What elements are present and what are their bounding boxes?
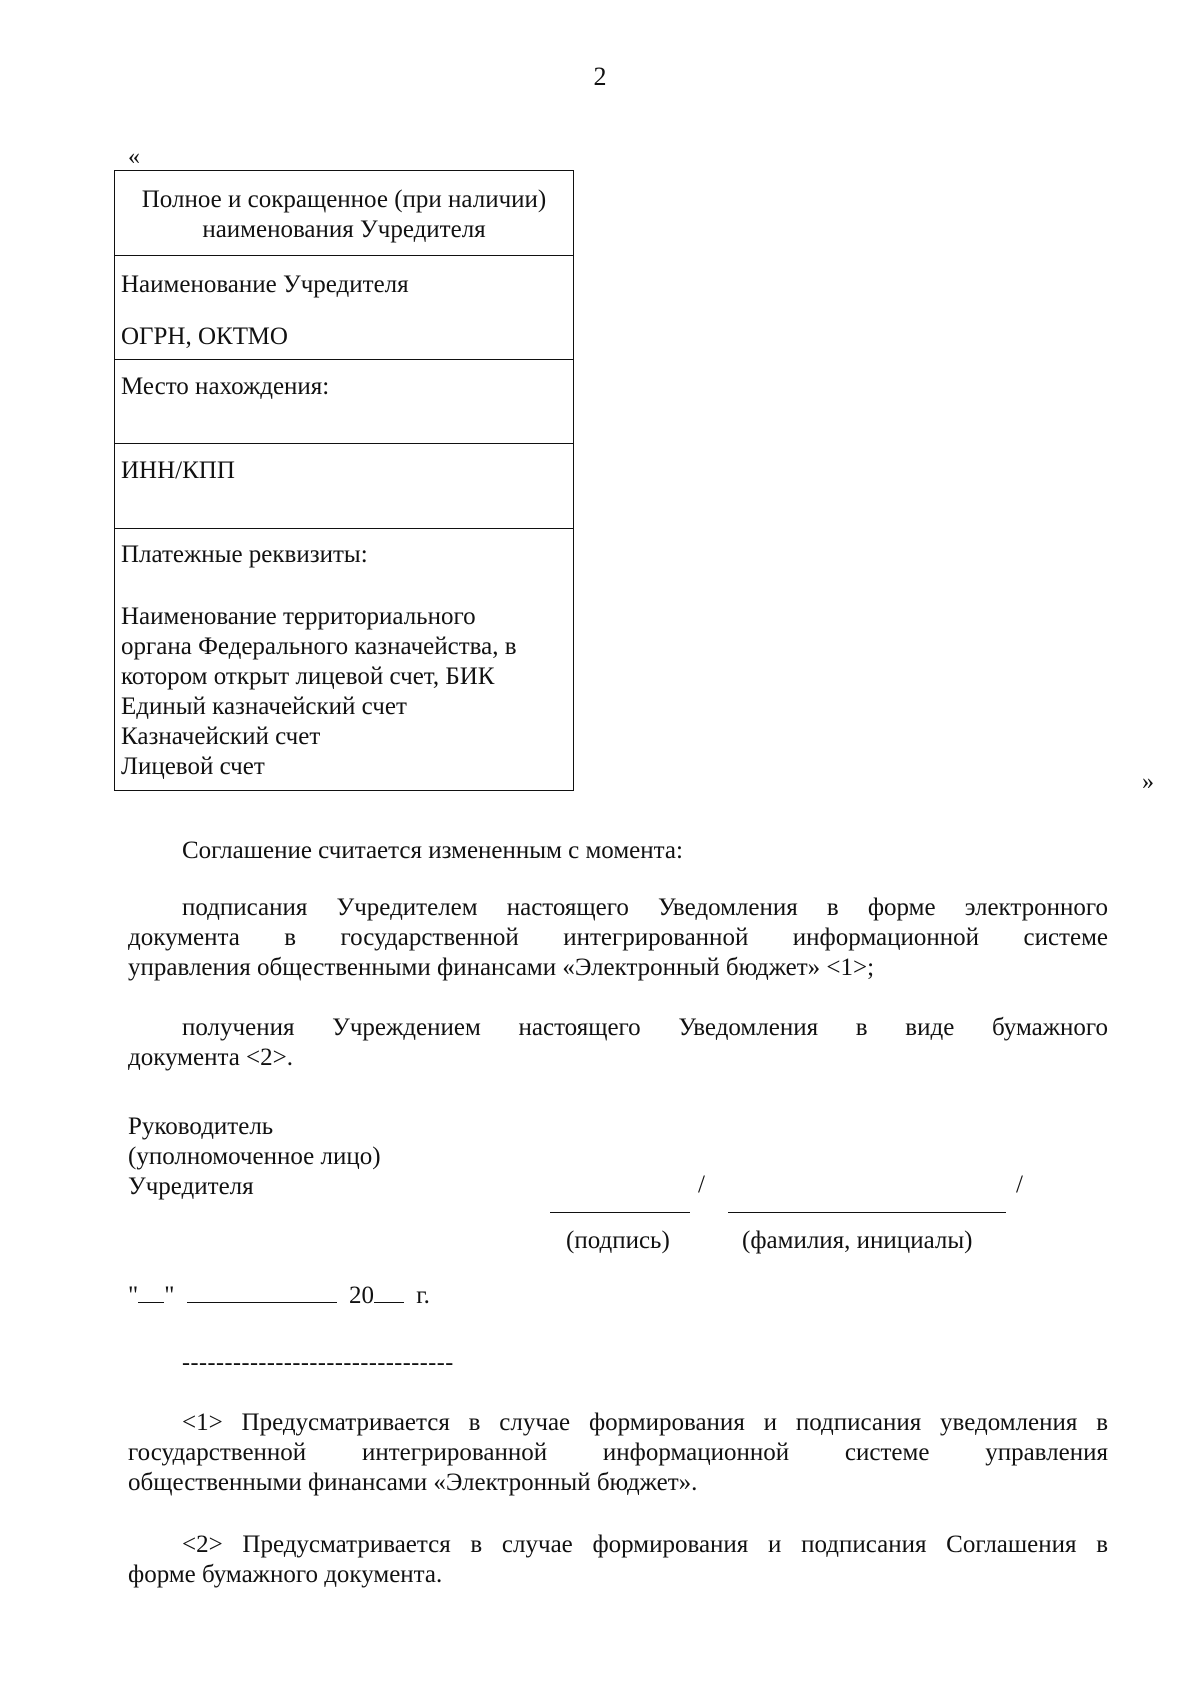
footnote-line: государственной интегрированной информационной системе управления (128, 1439, 1108, 1466)
table-header-cell: Полное и сокращенное (при наличии) наименования Учредителя (115, 171, 573, 256)
signatory-line: Руководитель (128, 1113, 274, 1140)
year-suffix: г. (416, 1282, 430, 1309)
signatory-line: Учредителя (128, 1173, 254, 1200)
year-prefix: 20 (348, 1282, 374, 1309)
footnote-2 (128, 1530, 1108, 1590)
date-quote-close: " (164, 1282, 175, 1309)
signatory-title (128, 1112, 381, 1202)
page-number: 2 (593, 62, 607, 91)
day-blank (138, 1280, 164, 1303)
signatory-line: (уполномоченное лицо) (128, 1143, 381, 1170)
founder-name-cell (115, 256, 573, 360)
location-cell (115, 360, 573, 444)
payment-details-label: Платежные реквизиты: (121, 541, 368, 568)
paragraph-line: получения Учреждением настоящего Уведомления в виде бумажного (182, 1014, 1108, 1041)
paragraph-line: подписания Учредителем настоящего Уведомления в форме электронного (182, 894, 1108, 921)
opening-quote: « (128, 144, 140, 170)
payment-details-cell (115, 529, 573, 790)
paragraph-signing (128, 893, 1108, 983)
signature-caption: (подпись) (566, 1227, 670, 1254)
inn-kpp-cell (115, 444, 573, 529)
paragraph-amended-from: Соглашение считается измененным с момента: (182, 837, 683, 864)
closing-quote: » (1142, 769, 1154, 795)
payment-line: Лицевой счет (121, 753, 265, 780)
name-slash: / (1016, 1171, 1023, 1198)
paragraph-line: документа <2>. (128, 1044, 294, 1071)
footnote-1 (128, 1408, 1108, 1498)
month-blank (187, 1280, 337, 1303)
year-blank (374, 1280, 404, 1303)
footnote-line: общественными финансами «Электронный бюджет». (128, 1469, 698, 1496)
location-label: Место нахождения: (121, 373, 330, 400)
payment-line: Единый казначейский счет (121, 693, 407, 720)
ogrn-oktmo-label: ОГРН, ОКТМО (121, 323, 288, 350)
signature-slash: / (698, 1171, 705, 1198)
founder-name-label: Наименование Учредителя (121, 271, 409, 298)
paragraph-receipt (128, 1013, 1108, 1073)
footnote-line: форме бумажного документа. (128, 1561, 443, 1588)
footnote-separator: -------------------------------- (182, 1350, 454, 1376)
date-quote-open: " (128, 1282, 139, 1309)
name-line (728, 1212, 1006, 1213)
date-line (128, 1280, 430, 1311)
footnote-line: <2> Предусматривается в случае формирования и подписания Соглашения в (182, 1531, 1108, 1558)
footnote-line: <1> Предусматривается в случае формирования и подписания уведомления в (182, 1409, 1108, 1436)
inn-kpp-label: ИНН/КПП (121, 457, 235, 484)
payment-lines (121, 602, 567, 782)
payment-line: котором открыт лицевой счет, БИК (121, 663, 495, 690)
payment-line: Наименование территориального (121, 603, 476, 630)
payment-line: органа Федерального казначейства, в (121, 633, 517, 660)
signature-line (550, 1212, 690, 1213)
name-caption: (фамилия, инициалы) (742, 1227, 973, 1254)
paragraph-line: документа в государственной интегрированной информационной системе (128, 924, 1108, 951)
payment-line: Казначейский счет (121, 723, 321, 750)
paragraph-line: управления общественными финансами «Электронный бюджет» <1>; (128, 954, 875, 981)
founder-requisites-table (114, 170, 574, 791)
